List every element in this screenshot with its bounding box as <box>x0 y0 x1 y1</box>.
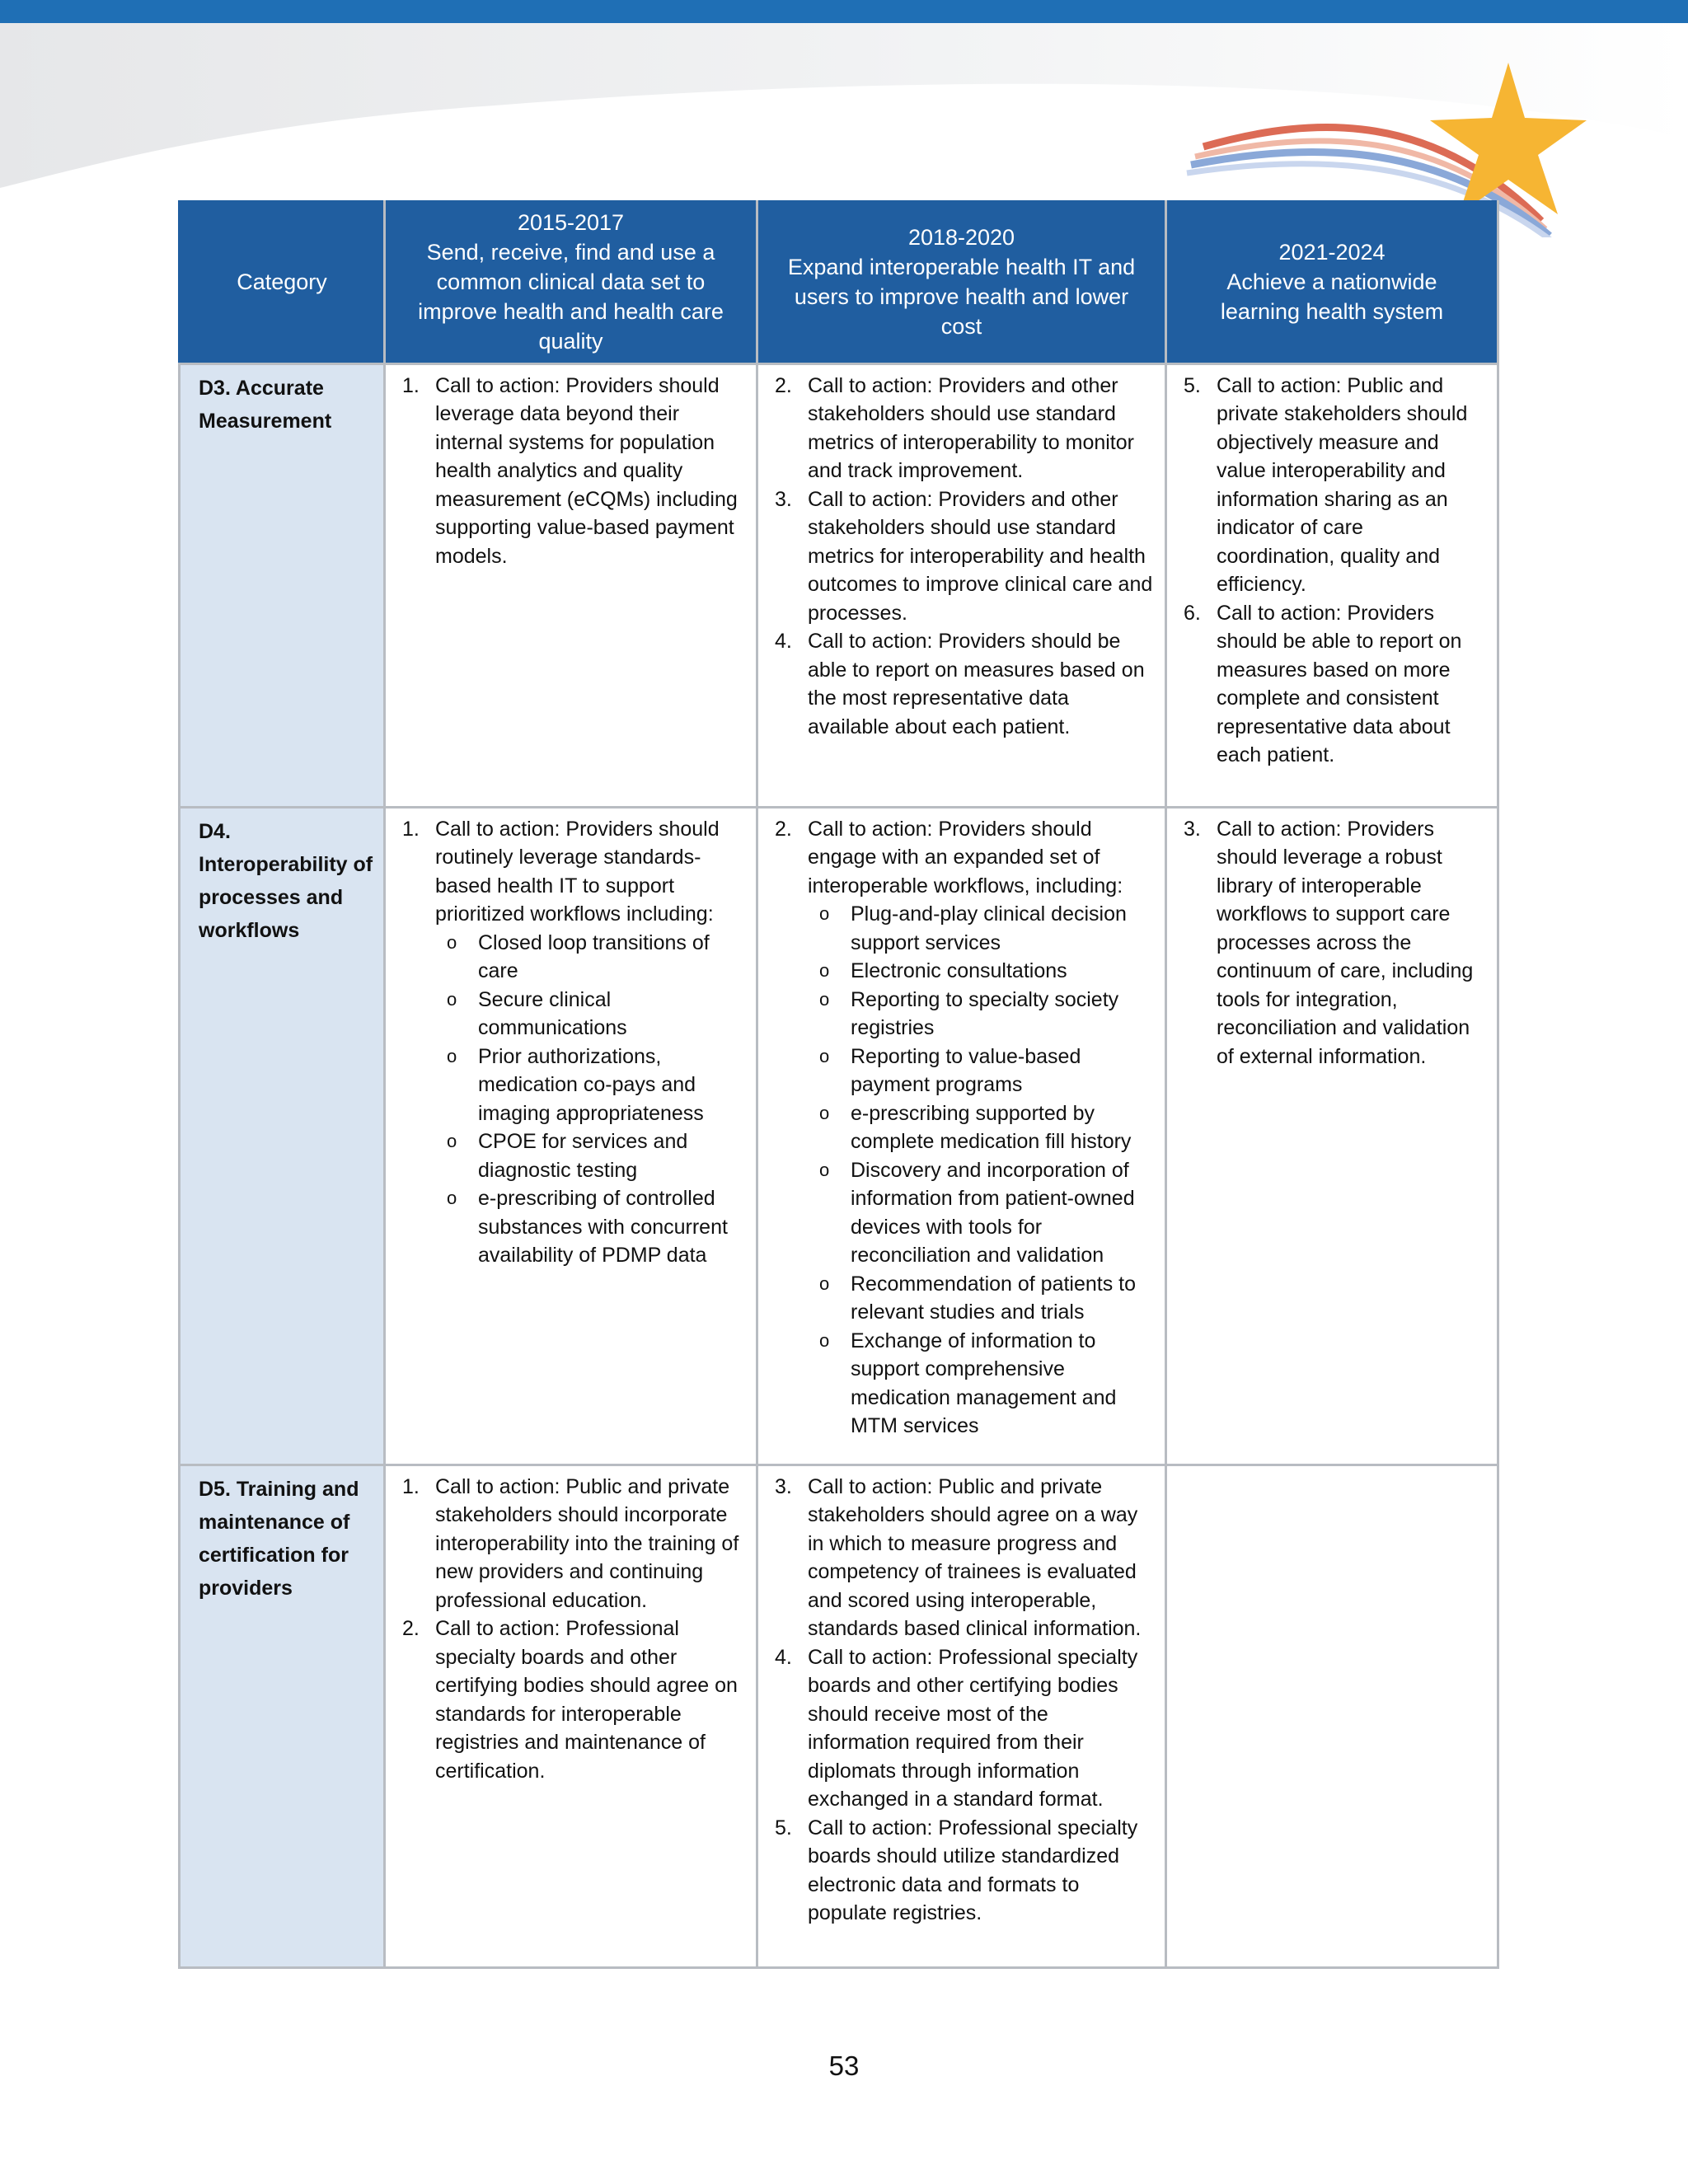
item-body <box>435 815 744 1270</box>
bullet-icon: o <box>819 1045 830 1066</box>
item-body <box>808 627 1153 741</box>
bullet-icon: o <box>819 1272 830 1294</box>
action-item <box>392 1615 744 1785</box>
action-item <box>1174 815 1485 1071</box>
item-number: 3. <box>775 487 792 511</box>
action-cell <box>385 363 757 807</box>
action-item <box>1174 372 1485 599</box>
item-body <box>435 1473 744 1615</box>
action-item <box>765 1814 1153 1928</box>
action-item <box>392 1473 744 1615</box>
bullet-icon: o <box>447 1188 457 1208</box>
sub-item <box>808 1156 1153 1270</box>
item-number: 4. <box>775 1645 792 1669</box>
item-text: Call to action: Providers and other stakeholders should use standard metrics for interoperability and health outcomes to improve clinical care and processes. <box>808 487 1153 625</box>
item-text: Call to action: Providers should be able to report on measures based on more complete and consistent representative data about each patient. <box>1217 601 1462 766</box>
item-number: 1. <box>402 817 420 841</box>
sub-item-text: Electronic consultations <box>851 959 1067 982</box>
item-text: Call to action: Professional specialty boards should utilize standardized electronic data and formats to populate registries. <box>808 1816 1138 1924</box>
table-header-row <box>180 200 1498 363</box>
header-2015-2017 <box>385 200 757 363</box>
sub-item-text: Reporting to value-based payment programs <box>851 1044 1081 1096</box>
sub-item-text: Recommendation of patients to relevant studies and trials <box>851 1272 1137 1324</box>
action-list <box>392 815 744 1270</box>
action-item <box>765 1473 1153 1643</box>
item-text: Call to action: Public and private stakeholders should incorporate interoperability into the training of new providers and continuing professional education. <box>435 1474 739 1612</box>
bullet-icon: o <box>819 1102 830 1123</box>
action-cell <box>757 363 1166 807</box>
category-cell: D5. Training and maintenance of certification for providers <box>180 1465 385 1967</box>
item-body <box>1217 815 1485 1071</box>
item-body <box>808 1814 1153 1928</box>
bullet-icon: o <box>447 931 457 953</box>
page-number: 53 <box>828 2050 860 2081</box>
action-list <box>392 372 744 571</box>
table-row <box>180 363 1498 807</box>
item-body <box>435 1615 744 1785</box>
sub-item <box>435 1043 744 1128</box>
sub-item-text: Closed loop transitions of care <box>478 930 710 982</box>
item-number: 2. <box>775 373 792 397</box>
item-text: Call to action: Providers and other stakeholders should use standard metrics of interoperability to monitor and track improvement. <box>808 373 1134 482</box>
item-number: 3. <box>775 1474 792 1498</box>
item-text: Call to action: Providers should engage with an expanded set of interoperable workflows, including: <box>808 817 1123 898</box>
bullet-icon: o <box>819 903 830 924</box>
sub-item <box>435 986 744 1043</box>
item-text: Call to action: Providers should routinely leverage standards-based health IT to support prioritized workflows including: <box>435 817 720 926</box>
action-cell <box>385 1465 757 1967</box>
item-body <box>808 372 1153 485</box>
sub-item-text: e-prescribing of controlled substances with concurrent availability of PDMP data <box>478 1187 728 1267</box>
header-2021-2024 <box>1166 200 1498 363</box>
bullet-icon: o <box>819 1329 830 1351</box>
item-number: 1. <box>402 373 420 397</box>
header-line: users to improve health and lower <box>794 284 1129 310</box>
item-number: 5. <box>775 1816 792 1840</box>
action-item <box>765 1643 1153 1814</box>
header-line: Send, receive, find and use a <box>426 240 715 265</box>
table-body <box>180 363 1498 1967</box>
header-line: Expand interoperable health IT and <box>787 255 1136 280</box>
item-number: 2. <box>775 817 792 841</box>
sub-item-text: CPOE for services and diagnostic testing <box>478 1130 688 1182</box>
header-2018-2020 <box>757 200 1166 363</box>
action-item <box>392 372 744 571</box>
sub-list <box>808 900 1153 1441</box>
sub-item <box>435 1127 744 1184</box>
item-text: Call to action: Providers should leverage a robust library of interoperable workflows to support care processes across the continuum of care, including tools for integration, reconciliation and validation of external information. <box>1217 817 1474 1068</box>
sub-item <box>435 929 744 986</box>
header-line: 2015-2017 <box>517 210 625 236</box>
action-list <box>392 1473 744 1786</box>
sub-item-text: Discovery and incorporation of information from patient-owned devices with tools for reconciliation and validation <box>851 1158 1135 1267</box>
action-item <box>765 627 1153 741</box>
item-number: 4. <box>775 630 792 653</box>
sub-item-text: Prior authorizations, medication co-pays and imaging appropriateness <box>478 1044 704 1125</box>
header-line: Achieve a nationwide <box>1226 269 1437 295</box>
action-cell <box>1166 363 1498 807</box>
action-cell <box>1166 807 1498 1465</box>
item-text: Call to action: Providers should be able to report on measures based on the most representative data available about each patient. <box>808 630 1145 738</box>
bullet-icon: o <box>819 960 830 981</box>
bullet-icon: o <box>819 988 830 1010</box>
action-item <box>765 485 1153 628</box>
item-text: Call to action: Providers should leverage data beyond their internal systems for population health analytics and quality measurement (eCQMs) including supporting value-based payment models. <box>435 373 738 568</box>
header-line: improve health and health care <box>418 299 724 325</box>
action-cell <box>1166 1465 1498 1967</box>
header-line: learning health system <box>1220 299 1444 325</box>
header-line: common clinical data set to <box>436 269 706 295</box>
bullet-icon: o <box>447 1045 457 1066</box>
sub-item <box>808 1043 1153 1099</box>
category-cell: D3. Accurate Measurement <box>180 363 385 807</box>
top-blue-bar <box>0 0 1688 23</box>
item-body <box>808 485 1153 628</box>
item-number: 3. <box>1184 817 1201 841</box>
action-cell <box>757 807 1166 1465</box>
header-category: Category <box>180 200 385 363</box>
item-text: Call to action: Professional specialty boards and other certifying bodies should receive most of the information required from their diplomats through information exchanged in a standard format. <box>808 1645 1138 1811</box>
item-body <box>808 815 1153 1441</box>
action-list <box>765 815 1153 1441</box>
sub-item-text: Exchange of information to support comprehensive medication management and MTM services <box>851 1329 1117 1437</box>
item-number: 2. <box>402 1617 420 1640</box>
header-line: quality <box>538 329 603 354</box>
item-number: 5. <box>1184 373 1201 397</box>
sub-item-text: e-prescribing supported by complete medication fill history <box>851 1101 1132 1153</box>
item-text: Call to action: Public and private stakeholders should objectively measure and value interoperability and information sharing as an indicator of care coordination, quality and efficiency. <box>1217 373 1468 596</box>
sub-item <box>808 1327 1153 1441</box>
item-number: 6. <box>1184 601 1201 625</box>
category-cell: D4. Interoperability of processes and workflows <box>180 807 385 1465</box>
sub-item <box>808 1270 1153 1327</box>
action-cell <box>757 1465 1166 1967</box>
item-body <box>808 1473 1153 1643</box>
sub-item-text: Plug-and-play clinical decision support services <box>851 902 1127 954</box>
sub-item <box>435 1184 744 1270</box>
roadmap-table <box>178 200 1499 1969</box>
bullet-icon: o <box>819 1159 830 1180</box>
sub-item <box>808 957 1153 986</box>
action-list <box>1174 372 1485 770</box>
action-cell <box>385 807 757 1465</box>
sub-item <box>808 900 1153 957</box>
item-body <box>435 372 744 571</box>
header-line: cost <box>940 314 982 340</box>
item-body <box>808 1643 1153 1814</box>
action-list <box>1174 815 1485 1071</box>
item-text: Call to action: Public and private stakeholders should agree on a way in which to measure progress and competency of trainees is evaluated and scored using interoperable, standards based clinical information. <box>808 1474 1142 1640</box>
action-list <box>765 1473 1153 1928</box>
item-body <box>1217 599 1485 770</box>
sub-item <box>808 986 1153 1043</box>
action-item <box>765 372 1153 485</box>
bullet-icon: o <box>447 1131 457 1151</box>
header-line: 2021-2024 <box>1278 240 1386 265</box>
bullet-icon: o <box>447 988 457 1010</box>
header-line: 2018-2020 <box>907 225 1015 251</box>
table-row <box>180 807 1498 1465</box>
action-item <box>392 815 744 1270</box>
sub-list <box>435 929 744 1270</box>
sub-item-text: Reporting to specialty society registries <box>851 987 1119 1039</box>
sub-item <box>808 1099 1153 1156</box>
action-item <box>1174 599 1485 770</box>
item-body <box>1217 372 1485 599</box>
table-row <box>180 1465 1498 1967</box>
item-text: Call to action: Professional specialty boards and other certifying bodies should agree on standards for interoperable registries and maintenance of certification. <box>435 1617 738 1783</box>
action-item <box>765 815 1153 1441</box>
item-number: 1. <box>402 1474 420 1498</box>
action-list <box>765 372 1153 742</box>
sub-item-text: Secure clinical communications <box>478 987 627 1039</box>
